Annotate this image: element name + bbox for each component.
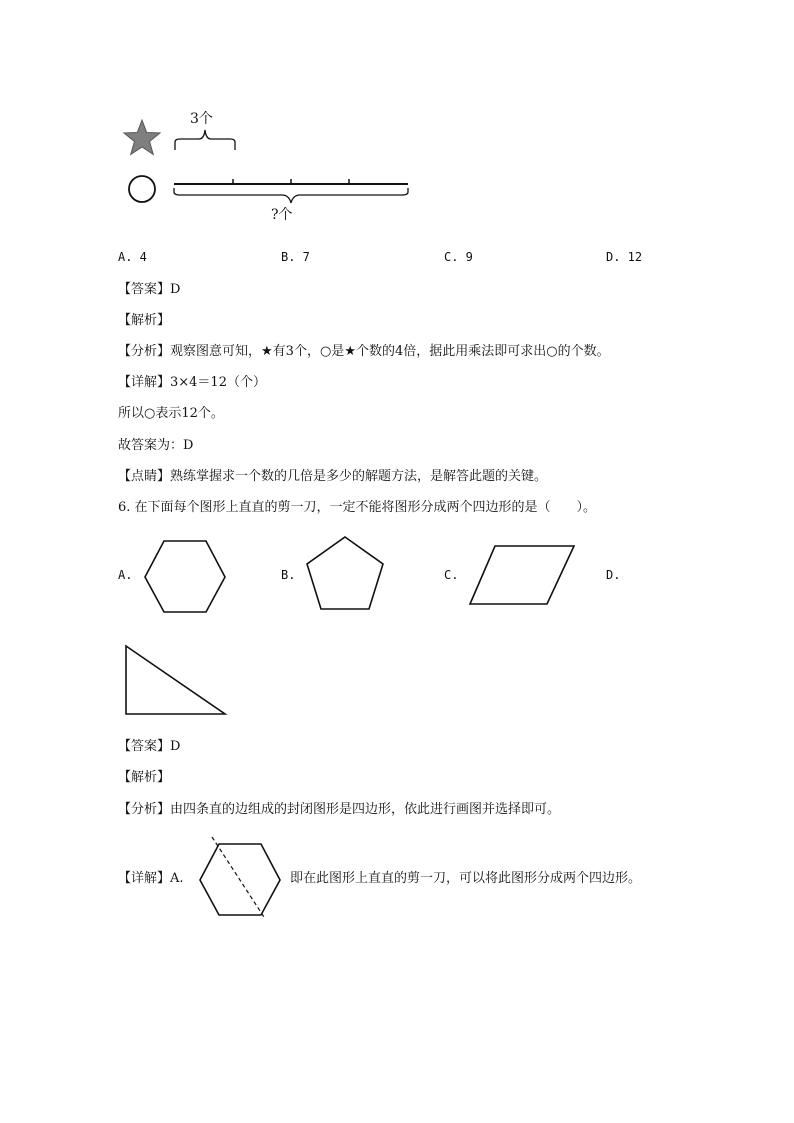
q6-answer: 【答案】D	[118, 739, 181, 754]
q5-suoyi	[118, 405, 224, 423]
pentagon-shape	[304, 535, 386, 611]
star-icon: ★	[344, 344, 356, 359]
figure-bottom-label: ?个	[271, 207, 293, 223]
star-icon: ★	[261, 344, 273, 359]
q6-analysis-title: 【解析】	[118, 770, 171, 785]
circle-icon: ○	[144, 406, 156, 421]
fenxi-prefix: 【分析】观察图意可知，	[118, 344, 262, 359]
q5-analysis-title: 【解析】	[118, 313, 171, 328]
q5-xiangjie: 【详解】3×4＝12（个）	[118, 375, 266, 390]
suoyi-prefix: 所以	[118, 406, 145, 421]
q5-answer: 【答案】D	[118, 282, 181, 297]
q6-option-d: D.	[606, 568, 621, 582]
q5-final: 故答案为：D	[118, 438, 194, 453]
q5-option-d: D. 12	[606, 250, 643, 264]
fenxi-part1: 有3个，	[272, 344, 320, 359]
q6-question: 6. 在下面每个图形上直直的剪一刀，一定不能将图形分成两个四边形的是（ ）。	[118, 500, 597, 515]
q5-option-c: C. 9	[444, 250, 473, 264]
q6-xiangjie-suffix: 即在此图形上直直的剪一刀，可以将此图形分成两个四边形。	[290, 871, 642, 886]
fenxi-part4: 的个数。	[557, 344, 610, 359]
suoyi-suffix: 表示12个。	[155, 406, 224, 421]
parallelogram-shape	[468, 544, 576, 606]
q6-fenxi: 【分析】由四条直的边组成的封闭图形是四边形，依此进行画图并选择即可。	[118, 802, 561, 817]
q5-dianjing: 【点睛】熟练掌握求一个数的几倍是多少的解题方法，是解答此题的关键。	[118, 469, 548, 484]
q6-option-c: C.	[444, 568, 459, 582]
fenxi-part3: 个数的4倍，据此用乘法即可求出	[355, 344, 547, 359]
q5-option-b: B. 7	[281, 250, 310, 264]
circle-icon: ○	[319, 344, 332, 359]
q5-fenxi	[118, 343, 610, 361]
hexagon-cut-shape	[198, 836, 282, 918]
figure-top-label: 3个	[190, 111, 213, 127]
q6-option-b: B.	[281, 568, 296, 582]
fenxi-part2: 是	[331, 344, 345, 359]
triangle-shape	[124, 644, 228, 716]
q5-option-a: A. 4	[118, 250, 147, 264]
star-icon	[122, 118, 162, 158]
hexagon-shape	[143, 540, 227, 614]
circle-icon: ○	[546, 344, 558, 359]
q6-option-a: A.	[118, 568, 133, 582]
circle-icon	[126, 173, 158, 205]
top-brace	[174, 128, 236, 152]
q6-xiangjie-prefix: 【详解】A.	[118, 871, 184, 886]
